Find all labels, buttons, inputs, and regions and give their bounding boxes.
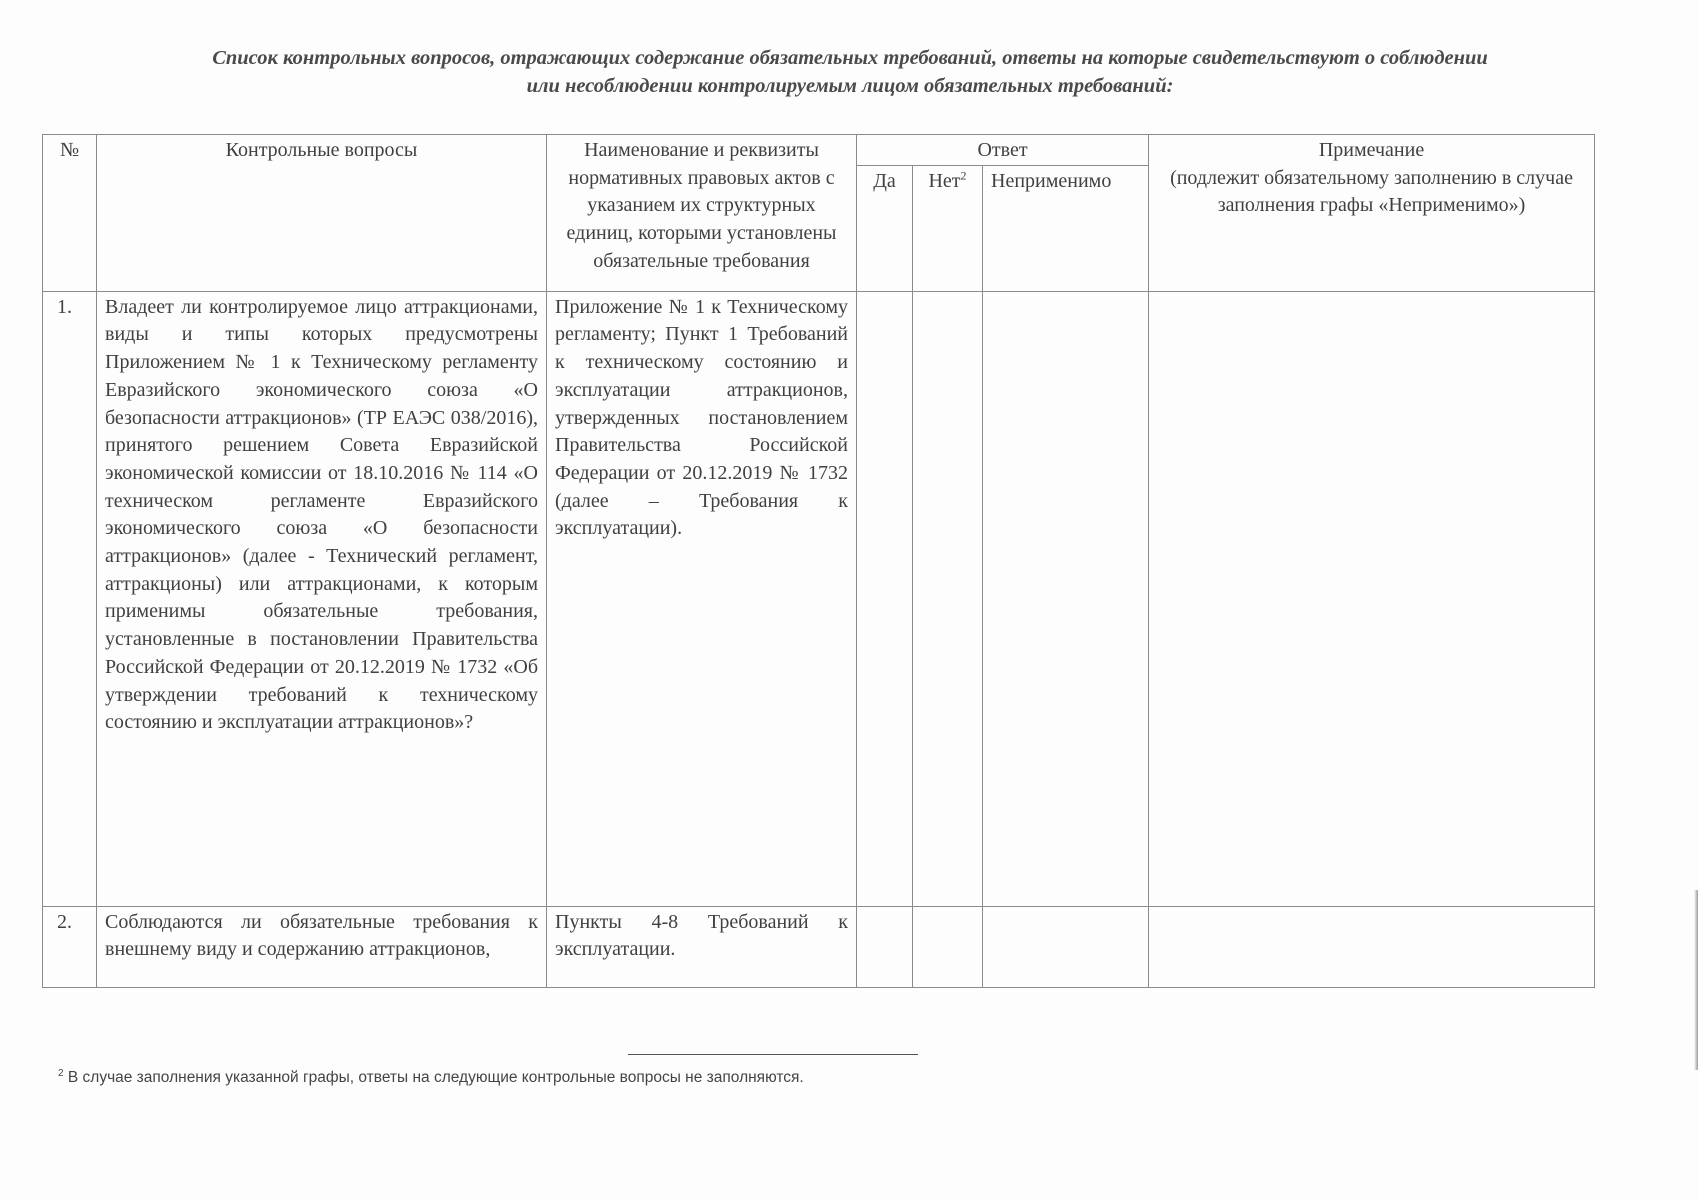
table-row (43, 906, 1595, 987)
row-number: 1. (43, 291, 97, 906)
scan-edge-shadow (1694, 890, 1698, 1070)
header-acts: Наименование и реквизиты нормативных правовых актов с указанием их структурных единиц, которыми установлены обязательные требования (547, 135, 857, 292)
footnote-separator (628, 1054, 918, 1055)
answer-na-cell[interactable] (983, 291, 1149, 906)
header-no-footnote-ref: 2 (960, 168, 967, 183)
answer-yes-cell[interactable] (857, 291, 913, 906)
footnote-marker: 2 (58, 1068, 64, 1079)
answer-na-cell[interactable] (983, 906, 1149, 987)
header-note (1149, 135, 1595, 292)
header-questions: Контрольные вопросы (97, 135, 547, 292)
row-act: Приложение № 1 к Техническому регламенту; Пункт 1 Требований к техническому состоянию и эксплуатации аттракционов, утвержденных постановлением Правительства Российской Федерации от 20.12.2019 № 1732 (далее – Требования к эксплуатации). (547, 291, 857, 906)
table-row (43, 291, 1595, 906)
header-yes: Да (857, 165, 913, 291)
answer-yes-cell[interactable] (857, 906, 913, 987)
note-cell[interactable] (1149, 906, 1595, 987)
header-answer: Ответ (857, 135, 1149, 166)
header-no (913, 165, 983, 291)
footnote-text: В случае заполнения указанной графы, ответы на следующие контрольные вопросы не заполняются. (67, 1069, 804, 1087)
header-number: № (43, 135, 97, 292)
header-row-1 (43, 135, 1595, 166)
header-no-label: Нет (928, 169, 961, 192)
row-question: Владеет ли контролируемое лицо аттракционами, виды и типы которых предусмотрены Приложением № 1 к Техническому регламенту Евразийского экономического союза «О безопасности аттракционов» (ТР ЕАЭС 038/2016), принятого решением Совета Евразийской экономической комиссии от 18.10.2016 № 114 «О техническом регламенте Евразийского экономического союза «О безопасности аттракционов» (далее - Технический регламент, аттракционы) или аттракционами, к которым применимы обязательные требования, установленные в постановлении Правительства Российской Федерации от 20.12.2019 № 1732 «Об утверждении требований к техническому состоянию и эксплуатации аттракционов»? (97, 291, 547, 906)
note-cell[interactable] (1149, 291, 1595, 906)
answer-no-cell[interactable] (913, 906, 983, 987)
row-act: Пункты 4-8 Требований к эксплуатации. (547, 906, 857, 987)
document-title (60, 44, 1640, 100)
row-question: Соблюдаются ли обязательные требования к внешнему виду и содержанию аттракционов, (97, 906, 547, 987)
header-note-title: Примечание (1318, 139, 1425, 161)
header-note-desc: (подлежит обязательному заполнению в случае заполнения графы «Неприменимо») (1170, 166, 1573, 217)
row-number: 2. (43, 906, 97, 987)
title-line-1: Список контрольных вопросов, отражающих содержание обязательных требований, ответы на которые свидетельствуют о соблюдении (212, 47, 1488, 69)
checklist-table (42, 134, 1595, 988)
title-line-2: или несоблюдении контролируемым лицом обязательных требований: (526, 75, 1174, 97)
answer-no-cell[interactable] (913, 291, 983, 906)
header-na: Неприменимо (983, 165, 1149, 291)
footnote (58, 1068, 804, 1087)
